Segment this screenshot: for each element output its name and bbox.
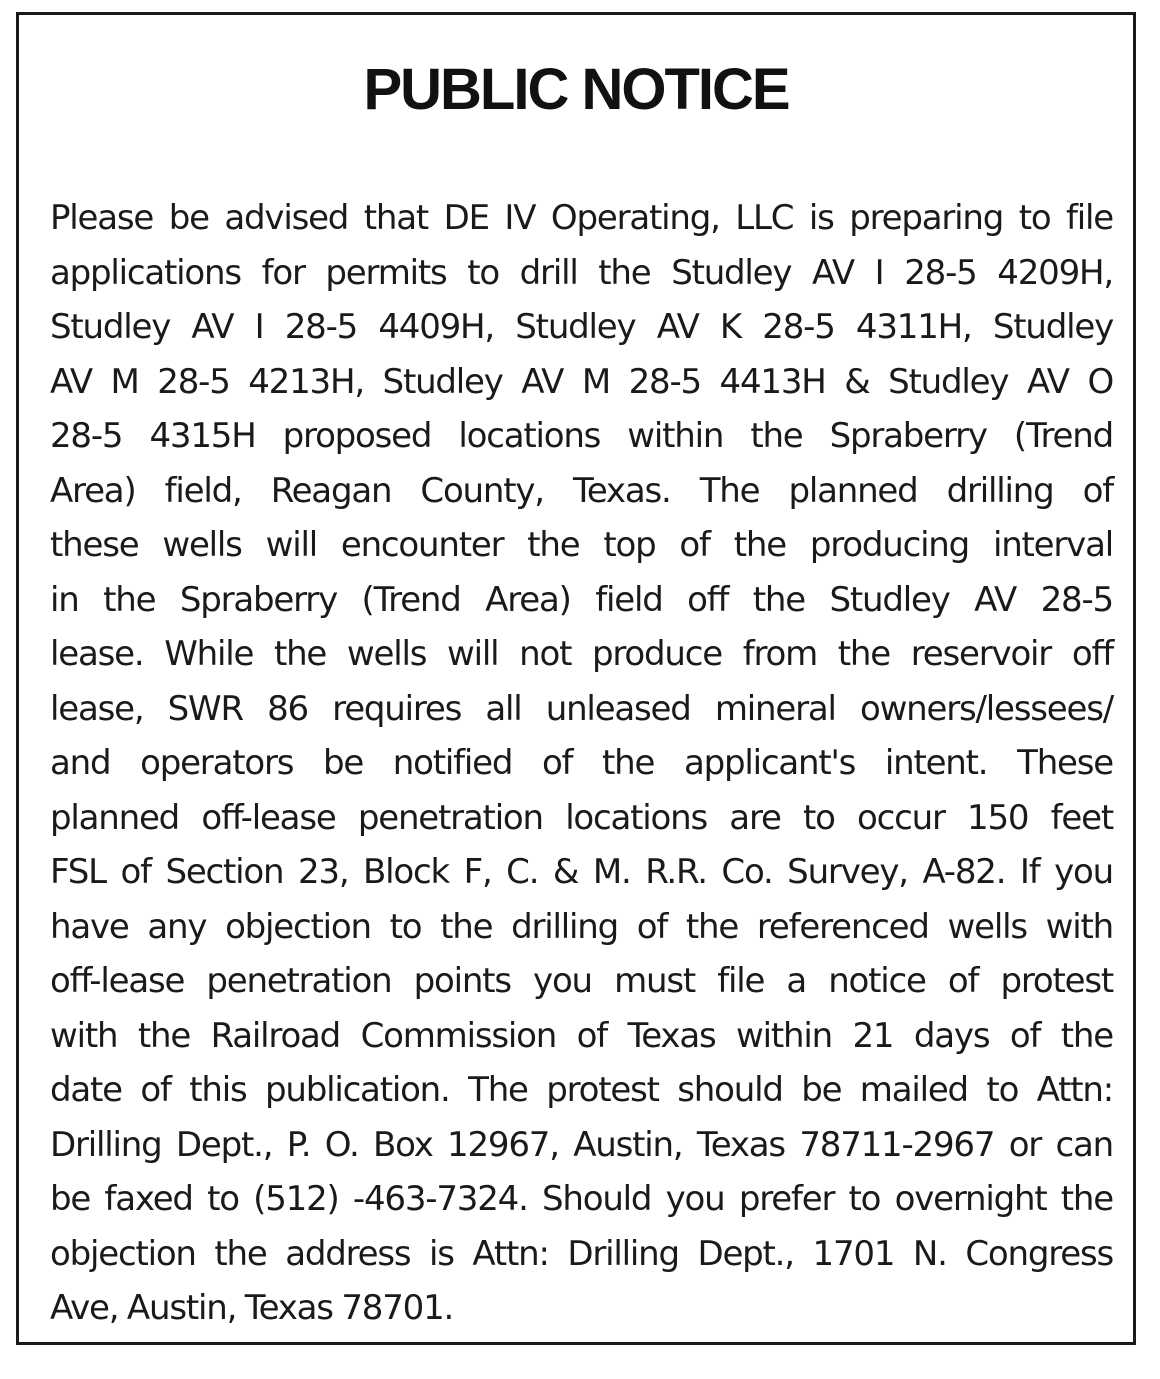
notice-body-line: these wells will encounter the top of the producing interval <box>50 525 1113 565</box>
notice-body-line: Ave, Austin, Texas 78701. <box>50 1288 454 1328</box>
notice-body-line: 28-5 4315H proposed locations within the Spraberry (Trend <box>50 416 1113 456</box>
notice-body-line: Drilling Dept., P. O. Box 12967, Austin, Texas 78711-2967 or can <box>50 1124 1113 1165</box>
notice-body-line: date of this publication. The protest should be mailed to Attn: <box>50 1070 1113 1110</box>
notice-body-line: planned off-lease penetration locations are to occur 150 feet <box>50 797 1113 838</box>
notice-body-line: FSL of Section 23, Block F, C. & M. R.R. Co. Survey, A-82. If you <box>50 852 1113 892</box>
notice-body-line: Studley AV I 28-5 4409H, Studley AV K 28-5 4311H, Studley <box>50 307 1113 347</box>
notice-body-line: off-lease penetration points you must file a notice of protest <box>50 961 1113 1001</box>
notice-body-line: lease. While the wells will not produce from the reservoir off <box>50 634 1113 674</box>
notice-body-line: Please be advised that DE IV Operating, LLC is preparing to file <box>50 198 1113 238</box>
notice-body <box>50 191 1113 1336</box>
notice-body-line: have any objection to the drilling of the referenced wells with <box>50 906 1113 947</box>
notice-body-line: AV M 28-5 4213H, Studley AV M 28-5 4413H & Studley AV O <box>50 361 1113 402</box>
notice-body-line: Area) field, Reagan County, Texas. The planned drilling of <box>50 470 1113 511</box>
notice-body-line: and operators be notified of the applicant's intent. These <box>50 743 1113 783</box>
notice-title: PUBLIC NOTICE <box>363 57 789 122</box>
notice-body-line: applications for permits to drill the Studley AV I 28-5 4209H, <box>50 252 1113 293</box>
notice-body-line: be faxed to (512) -463-7324. Should you prefer to overnight the <box>50 1179 1113 1219</box>
notice-body-line: lease, SWR 86 requires all unleased mineral owners/lessees/ <box>50 688 1113 729</box>
notice-body-line: in the Spraberry (Trend Area) field off the Studley AV 28-5 <box>50 579 1113 620</box>
notice-body-line: with the Railroad Commission of Texas within 21 days of the <box>50 1015 1113 1056</box>
public-notice-box <box>16 12 1136 1345</box>
notice-body-line: objection the address is Attn: Drilling Dept., 1701 N. Congress <box>50 1233 1113 1274</box>
